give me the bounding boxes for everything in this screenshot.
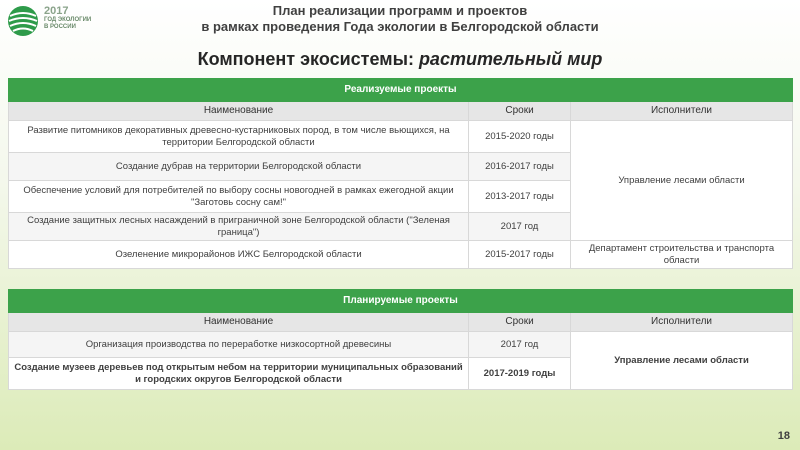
- page-title-line1: План реализации программ и проектов: [272, 3, 528, 18]
- row-term: 2015-2020 годы: [469, 121, 571, 153]
- page-title-line2: в рамках проведения Года экологии в Белгородской области: [201, 19, 599, 34]
- page-title: [150, 3, 650, 35]
- row-name: Создание защитных лесных насаждений в приграничной зоне Белгородской области ("Зеленая граница"): [9, 213, 469, 241]
- col-header-name: Наименование: [9, 102, 469, 121]
- row-name: Создание дубрав на территории Белгородской области: [9, 153, 469, 181]
- row-name: Обеспечение условий для потребителей по выбору сосны новогодней в рамках ежегодной акции "Заготовь сосну сам!": [9, 181, 469, 213]
- row-term: 2017 год: [469, 332, 571, 358]
- planned-projects-table: [8, 289, 793, 390]
- row-executor: Департамент строительства и транспорта области: [571, 241, 793, 269]
- implemented-projects-table: [8, 78, 793, 269]
- col-header-executor: Исполнители: [571, 313, 793, 332]
- globe-logo-icon: [6, 4, 40, 38]
- logo-text: ГОД ЭКОЛОГИИ В РОССИИ: [44, 17, 92, 30]
- section-subtitle: [100, 48, 700, 70]
- col-header-term: Сроки: [469, 102, 571, 121]
- row-name: Развитие питомников декоративных древесно-кустарниковых пород, в том числе вьющихся, на территории Белгородской области: [9, 121, 469, 153]
- row-term: 2017-2019 годы: [469, 358, 571, 390]
- row-term: 2015-2017 годы: [469, 241, 571, 269]
- implemented-title: Реализуемые проекты: [9, 79, 793, 102]
- page-number: 18: [777, 430, 790, 442]
- subtitle-prefix: Компонент экосистемы:: [197, 49, 419, 69]
- col-header-executor: Исполнители: [571, 102, 793, 121]
- planned-title: Планируемые проекты: [9, 290, 793, 313]
- subtitle-italic: растительный мир: [418, 49, 603, 69]
- row-name: Озеленение микрорайонов ИЖС Белгородской области: [9, 241, 469, 269]
- logo-year: 2017: [44, 5, 69, 17]
- col-header-name: Наименование: [9, 313, 469, 332]
- logo: [6, 4, 96, 38]
- row-executor: Управление лесами области: [571, 332, 793, 390]
- row-term: 2013-2017 годы: [469, 181, 571, 213]
- row-name: Организация производства по переработке низкосортной древесины: [9, 332, 469, 358]
- row-name: Создание музеев деревьев под открытым небом на территории муниципальных образований и городских округов Белгородской области: [9, 358, 469, 390]
- row-executor-group: Управление лесами области: [571, 121, 793, 241]
- row-term: 2016-2017 годы: [469, 153, 571, 181]
- col-header-term: Сроки: [469, 313, 571, 332]
- row-term: 2017 год: [469, 213, 571, 241]
